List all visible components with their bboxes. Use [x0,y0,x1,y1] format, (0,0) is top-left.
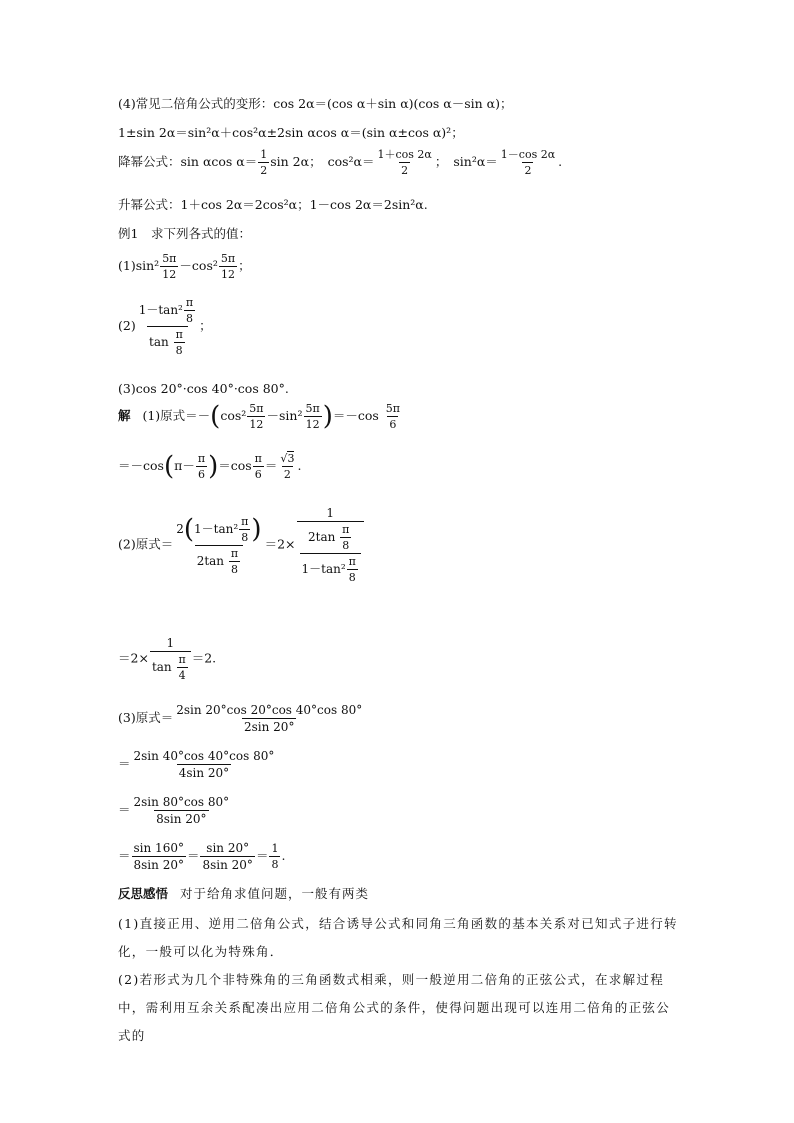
question-1 [118,252,251,281]
reflection-para-1: (1)直接正用、逆用二倍角公式，结合诱导公式和同角三角函数的基本关系对已知式子进行转化，一般可以化为特殊角． [118,916,678,959]
eq-sign: ＝ [118,802,131,817]
s1h: ＝ [264,458,278,473]
s2-num-2: 2 [176,521,184,536]
sqrt-radicand: 3 [287,452,295,465]
frac-num: 1－cos 2α [500,148,556,161]
frac-pi-8 [340,523,351,552]
frac-pi-8 [174,328,185,357]
frac-den [150,651,191,682]
frac-den: 2sin 20° [244,720,295,734]
frac-den: 2 [260,164,268,177]
solution-1-line2 [118,452,301,481]
s2-inner-num-text: 2tan [308,530,340,544]
frac-den: 6 [197,468,205,481]
formula-4-line1 [118,95,513,113]
formula-4-cos2a: cos 2α＝(cos α＋sin α)(cos α－sin α)； [273,96,513,111]
s2-inner: 1－tan² [194,521,239,536]
frac-den: 8 [185,312,193,325]
solution-3-line1 [118,703,365,734]
frac-den: 12 [220,268,235,281]
frac-den [195,545,243,576]
s1b: cos² [220,408,247,423]
frac-num: π [342,523,350,536]
q1-mid: －cos² [179,258,218,273]
example-title-text: 例1 求下列各式的值： [118,226,251,241]
frac-1-tan [150,636,191,682]
s2-times: ＝2× [264,536,296,552]
s2c: ＝2× [118,650,149,666]
s2-den-text: 2tan [196,553,228,568]
frac-sqrt3-2 [278,452,296,481]
frac-q2 [137,296,198,357]
s1f: π－ [174,458,195,473]
frac-s2-compound [297,506,364,584]
q1-post: ； [238,258,251,273]
solution-3-line3 [118,795,232,826]
frac-den: 12 [249,418,264,431]
frac-num: π [348,555,356,568]
frac-den: 6 [254,468,262,481]
frac-num: 5π [385,402,401,415]
q2-pre: (2) [118,318,136,333]
frac-num: 2sin 80°cos 80° [133,795,230,809]
frac-pi-4 [176,653,187,682]
frac-num: 1 [166,636,175,650]
reflection-lead: 对于给角求值问题，一般有两类 [179,886,369,901]
left-paren: ( [210,401,221,432]
question-3 [118,380,289,398]
s2a: (2)原式＝ [118,536,174,552]
frac-den: 8 [241,530,249,544]
s1g: ＝cos [218,458,252,473]
frac-5pi-12 [303,402,321,431]
frac-sin-sq [499,148,557,177]
frac-pi-8 [347,555,358,584]
eq-sign: ＝ [118,756,131,771]
frac-num: sin 160° [133,841,184,855]
frac-den: 8 [271,858,279,871]
frac-5pi-12 [219,252,237,281]
frac-den: 6 [389,418,397,431]
frac-den: 8 [342,539,350,552]
frac-num: 5π [249,402,264,415]
frac-den: 4 [178,669,186,682]
frac-den: 8sin 20° [202,858,253,872]
solution-1-line1 [118,402,403,431]
frac-den: 8sin 20° [133,858,184,872]
frac-den: 8sin 20° [156,812,207,826]
s3a: (3)原式＝ [118,710,174,725]
s1a: (1)原式＝－ [142,408,211,423]
frac-den: 2 [283,468,291,481]
right-paren: ) [251,514,262,544]
eq-sign: ＝ [118,848,131,863]
pr-f1b: sin 2α； [270,154,322,169]
frac-num: 1 [271,842,279,855]
question-2 [118,296,212,357]
frac-num: 2sin 20°cos 20°cos 40°cos 80° [176,703,363,717]
formula-4-sin2a: 1±sin 2α＝sin²α＋cos²α±2sin αcos α＝(sin α±cos α)²； [118,125,464,140]
frac-den [297,521,364,584]
frac-den: 8 [175,344,183,357]
frac-den: 12 [305,418,320,431]
s2-inner-den-text: 1－tan² [301,562,346,576]
formula-4-lead: (4)常见二倍角公式的变形： [118,96,274,111]
frac-num: π [230,546,239,560]
frac-pi-6 [196,452,207,481]
solution-3-line4 [118,841,285,872]
reflection-title: 反思感悟 [118,886,169,901]
frac-5pi-6 [384,402,402,431]
q3-text: (3)cos 20°·cos 40°·cos 80°. [118,381,289,396]
frac-pi-6 [253,452,264,481]
frac-den [300,553,361,584]
frac-s3-2 [132,749,277,780]
frac-num: 5π [305,402,320,415]
q2-post: ； [199,318,212,333]
solution-2-line1 [118,506,365,584]
left-paren: ( [183,514,195,544]
frac-half [258,148,269,177]
frac-1-8 [269,842,280,871]
tan-text: tan [151,660,176,674]
frac-num: π [254,452,262,465]
frac-pi-8 [229,547,240,576]
frac-s3-5 [200,841,254,872]
frac-pi-8 [184,296,195,325]
formula-4-line2 [118,124,464,142]
solution-3-line2 [118,749,277,780]
frac-5pi-12 [247,402,265,431]
frac-num: 1＋cos 2α [377,148,432,161]
solution-2-line2 [118,636,216,682]
s1d: ＝－cos [332,408,383,423]
eq-sign: ＝ [186,848,200,863]
q2-den-text: tan [149,335,173,349]
q1-pre: (1)sin² [118,258,160,273]
frac-s3-1 [174,703,364,734]
pr-f3b: . [558,154,563,169]
right-paren: ) [322,401,333,432]
frac-den: 12 [162,268,177,281]
frac-num: 2sin 40°cos 40°cos 80° [133,749,275,763]
frac-num: π [175,328,183,341]
reflection-para-2: (2)若形式为几个非特殊角的三角函数式相乘，则一般逆用二倍角的正弦公式，在求解过程中，需利用互余关系配凑出应用二倍角公式的条件，使得问题出现可以连用二倍角的正弦公式的 [118,972,671,1043]
power-reduction-label: 降幂公式： [118,154,181,169]
frac-num: π [178,653,186,666]
frac-s2-main [174,515,263,576]
frac-num: π [241,514,249,528]
pr-f2a: cos²α＝ [327,154,375,169]
frac-s3-4 [132,841,186,872]
reflection-title-line [118,885,369,903]
frac-num: 1 [326,506,335,520]
s3-end: . [281,848,286,863]
frac-den: 2 [524,164,532,177]
s1i: . [297,458,302,473]
frac-num: π [185,296,194,309]
frac-5pi-12 [160,252,178,281]
pr-f1a: sin αcos α＝ [180,154,258,169]
frac-num [137,296,198,326]
s1c: －sin² [266,408,303,423]
frac-num [306,523,354,553]
frac-s3-3 [132,795,232,826]
frac-num: 5π [162,252,177,265]
frac-cos-sq [376,148,434,177]
frac-num: 5π [220,252,236,265]
frac-s2-inner [300,523,361,584]
frac-num: sin 20° [206,841,250,855]
solution-label: 解 [118,408,131,423]
frac-num [174,515,263,545]
right-paren: ) [208,451,219,482]
q2-num-text: 1－tan² [138,303,183,317]
power-raise-line [118,196,428,214]
frac-pi-8 [239,515,250,544]
frac-den: 2 [401,164,409,177]
example-title [118,225,251,243]
s2-end: ＝2. [191,650,217,666]
s1e: ＝－cos [118,458,164,473]
frac-num: 1 [260,148,268,161]
eq-sign: ＝ [255,848,269,863]
frac-num: √3 [280,452,295,465]
frac-den: 4sin 20° [178,766,230,780]
left-paren: ( [163,451,175,482]
frac-num: π [197,452,206,465]
frac-den: 8 [230,562,238,576]
power-reduction-line [118,148,562,177]
frac-den: 8 [348,571,356,584]
power-raise-text: 升幂公式：1＋cos 2α＝2cos²α；1－cos 2α＝2sin²α. [118,197,428,212]
pr-f2b: ； [434,154,448,169]
frac-den [147,326,188,357]
pr-f3a: sin²α＝ [453,154,498,169]
